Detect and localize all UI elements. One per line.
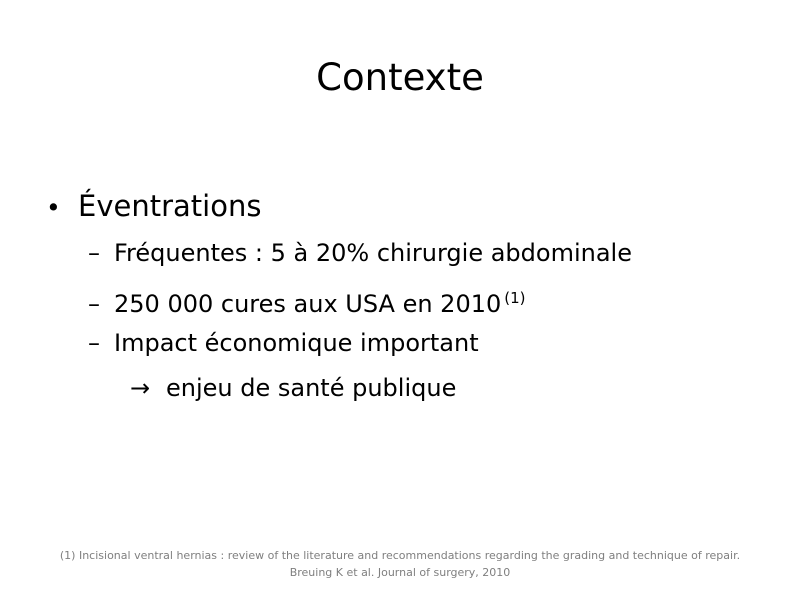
sub-item-economic-impact xyxy=(88,326,479,360)
sub-item-usa-cures xyxy=(88,281,526,321)
dash-marker: – xyxy=(88,329,100,357)
footnote-reference: (1) xyxy=(504,289,526,307)
dash-marker: – xyxy=(88,239,100,267)
footnote-citation: (1) Incisional ventral hernias : review of the literature and recommendations regarding the grading and technique of repair. xyxy=(59,549,741,562)
sub-item-text: 250 000 cures aux USA en 2010 xyxy=(114,290,502,318)
slide-title: Contexte xyxy=(316,56,484,99)
main-bullet-text: Éventrations xyxy=(78,189,262,223)
sub-item-frequency xyxy=(88,236,632,270)
dash-marker: – xyxy=(88,290,100,318)
arrow-conclusion-text: enjeu de santé publique xyxy=(166,374,457,402)
sub-item-text: Impact économique important xyxy=(114,329,479,357)
footnote xyxy=(0,547,800,581)
right-arrow-icon: → xyxy=(130,374,151,402)
main-bullet xyxy=(46,186,261,228)
bullet-marker: • xyxy=(46,193,61,222)
arrow-conclusion xyxy=(130,371,456,405)
footnote-source: Breuing K et al. Journal of surgery, 2010 xyxy=(289,566,511,579)
sub-item-text: Fréquentes : 5 à 20% chirurgie abdominale xyxy=(114,239,632,267)
